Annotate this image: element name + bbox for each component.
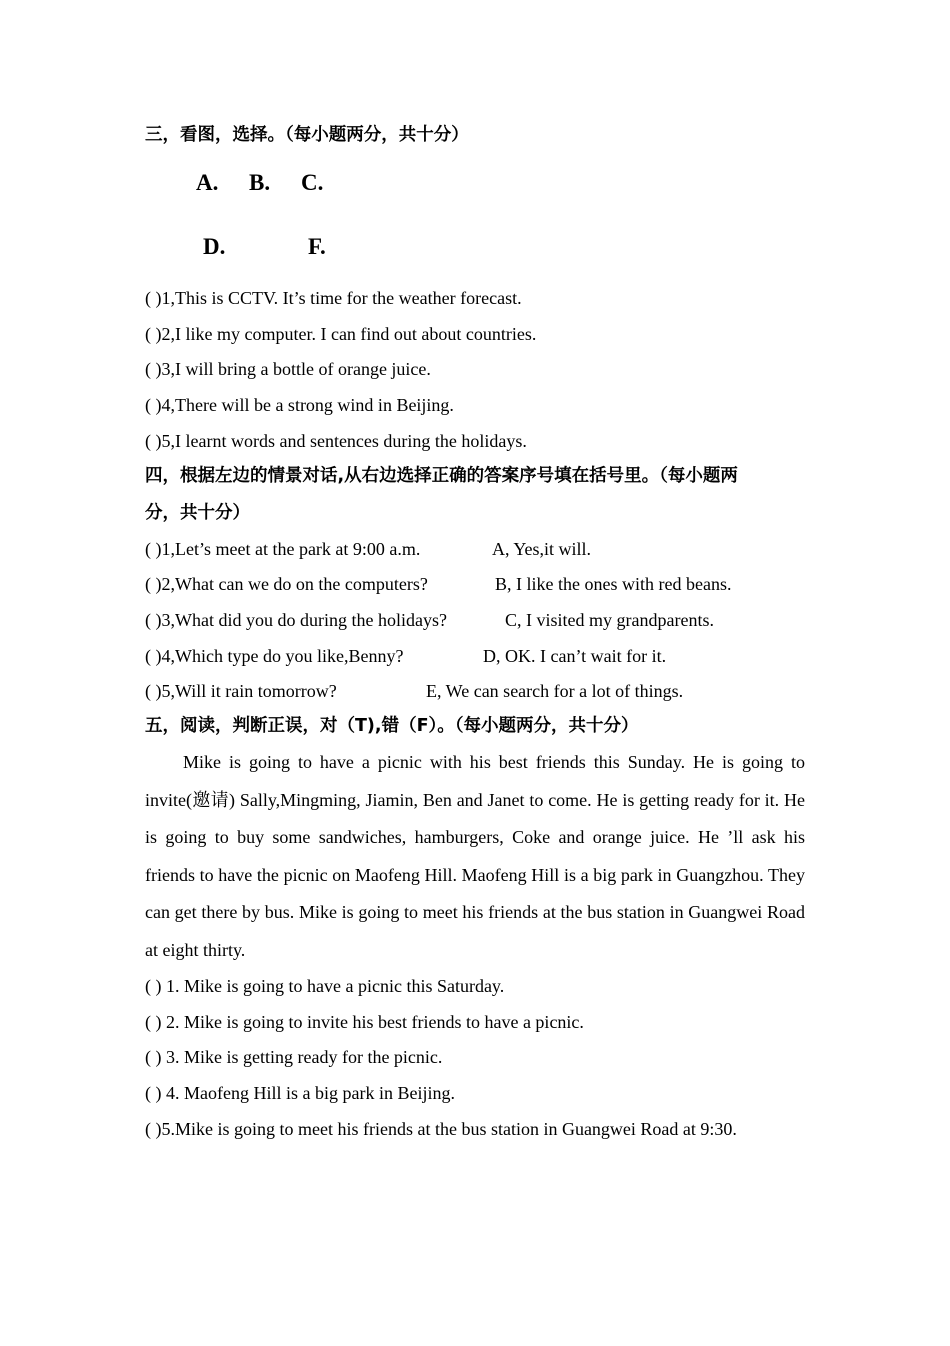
section5-heading: 五，阅读，判断正误，对（T),错（F）。（每小题两分，共十分）: [145, 716, 639, 736]
section4-row: [145, 680, 805, 702]
section3-item: ( )2,I like my computer. I can find out about countries.: [145, 324, 537, 344]
section5-item: ( ) 2. Mike is going to invite his best friends to have a picnic.: [145, 1012, 584, 1032]
section5-item: ( ) 1. Mike is going to have a picnic this Saturday.: [145, 976, 505, 996]
question-text: ( )4,Which type do you like,Benny?: [145, 646, 404, 666]
option-b: B.: [249, 170, 271, 195]
section3-item: ( )4,There will be a strong wind in Beijing.: [145, 395, 454, 415]
option-c: C.: [301, 170, 324, 195]
reading-passage: Mike is going to have a picnic with his best friends this Sunday. He is going to invite(邀请) Sally,Mingming, Jiamin, Ben and Janet to come. He is getting ready for it. He is going to buy some sandwiches, hamburgers, Coke and orange juice. He ’ll ask his friends to have the picnic on Maofeng Hill. Maofeng Hill is a big park in Guangzhou. They can get there by bus. Mike is going to meet his friends at the bus station in Guangwei Road at eight thirty.: [145, 752, 805, 960]
answer-text: A, Yes,it will.: [492, 539, 592, 559]
question-text: ( )3,What did you do during the holidays?: [145, 610, 447, 630]
section4-row: [145, 609, 805, 631]
section3-item: ( )3,I will bring a bottle of orange juice.: [145, 359, 431, 379]
answer-text: E, We can search for a lot of things.: [426, 681, 684, 701]
answer-text: D, OK. I can’t wait for it.: [483, 646, 667, 666]
section5-item: ( )5.Mike is going to meet his friends at the bus station in Guangwei Road at 9:30.: [145, 1119, 737, 1139]
question-text: ( )5,Will it rain tomorrow?: [145, 681, 337, 701]
section4-row: [145, 573, 805, 595]
section5-item: ( ) 4. Maofeng Hill is a big park in Beijing.: [145, 1083, 455, 1103]
option-d: D.: [203, 234, 226, 259]
section4-heading-line1: 四，根据左边的情景对话,从右边选择正确的答案序号填在括号里。（每小题两: [145, 466, 738, 486]
section3-item: ( )1,This is CCTV. It’s time for the weather forecast.: [145, 288, 522, 308]
section4-row: [145, 538, 805, 560]
answer-text: B, I like the ones with red beans.: [495, 574, 732, 594]
answer-text: C, I visited my grandparents.: [505, 610, 714, 630]
option-f: F.: [308, 234, 326, 259]
question-text: ( )1,Let’s meet at the park at 9:00 a.m.: [145, 539, 421, 559]
section3-heading: 三，看图，选择。（每小题两分，共十分）: [145, 125, 469, 145]
option-a: A.: [196, 170, 219, 195]
section4-row: [145, 645, 805, 667]
section5-item: ( ) 3. Mike is getting ready for the picnic.: [145, 1047, 443, 1067]
section4-heading-line2: 分，共十分）: [145, 503, 250, 523]
question-text: ( )2,What can we do on the computers?: [145, 574, 428, 594]
section3-item: ( )5,I learnt words and sentences during the holidays.: [145, 431, 527, 451]
